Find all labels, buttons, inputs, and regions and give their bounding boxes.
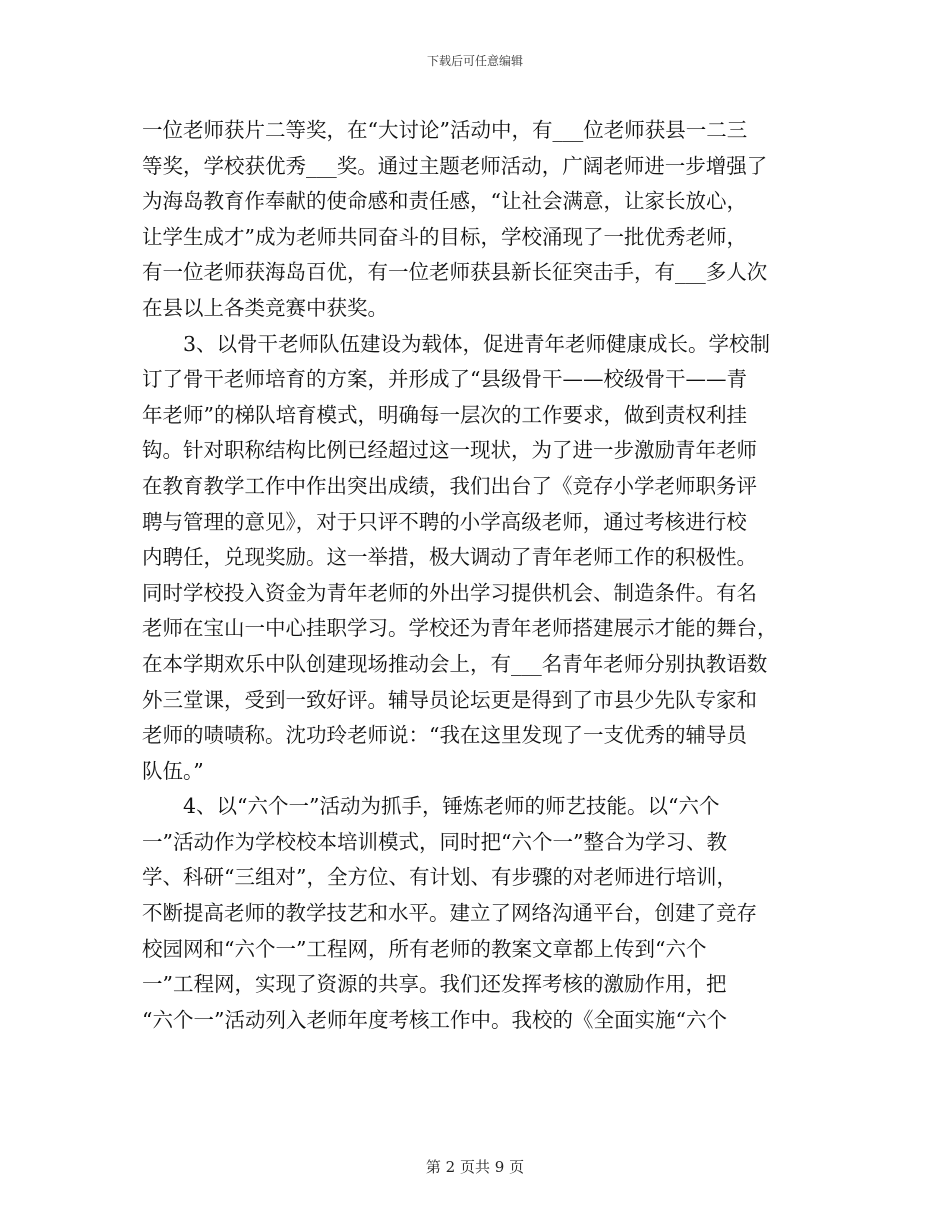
text-line: 在县以上各类竞赛中获奖。 <box>142 295 388 320</box>
text-line: 为海岛教育作奉献的使命感和责任感，“让社会满意，让家长放心， <box>142 189 747 214</box>
text-line: 一”活动作为学校校本培训模式，同时把“六个一”整合为学习、教 <box>142 829 727 854</box>
text-line: 在本学期欢乐中队创建现场推动会上，有___名青年老师分别执教语数 <box>142 651 768 676</box>
page-header: 下载后可任意编辑 <box>426 54 523 68</box>
text-line: 外三堂课，受到一致好评。辅导员论坛更是得到了市县少先队专家和 <box>142 687 757 712</box>
document-body <box>142 113 812 1038</box>
text-line: 一位老师获片二等奖，在“大讨论”活动中，有___位老师获县一二三 <box>142 118 748 142</box>
text-line: 不断提高老师的教学技艺和水平。建立了网络沟通平台，创建了竞存 <box>142 901 757 926</box>
text-line: 等奖，学校获优秀___奖。通过主题老师活动，广阔老师进一步增强了 <box>142 153 768 178</box>
text-line: 同时学校投入资金为青年老师的外出学习提供机会、制造条件。有名 <box>142 580 757 605</box>
text-line: “六个一”活动列入老师年度考核工作中。我校的《全面实施“六个 <box>142 1007 727 1032</box>
text-line: 队伍。” <box>142 758 204 783</box>
text-line: 年老师”的梯队培育模式，明确每一层次的工作要求，做到责权利挂 <box>142 402 747 427</box>
text-line: 校园网和“六个一”工程网，所有老师的教案文章都上传到“六个 <box>142 936 707 961</box>
text-line: 学、科研“三组对”，全方位、有计划、有步骤的对老师进行培训， <box>142 865 737 890</box>
text-line: 内聘任，兑现奖励。这一举措，极大调动了青年老师工作的积极性。 <box>142 545 757 570</box>
text-line: 在教育教学工作中作出突出成绩，我们出台了《竞存小学老师职务评 <box>142 473 757 498</box>
text-line: 一”工程网，实现了资源的共享。我们还发挥考核的激励作用，把 <box>142 972 727 997</box>
text-line: 老师的啧啧称。沈功玲老师说：“我在这里发现了一支优秀的辅导员 <box>142 723 747 748</box>
text-line: 让学生成才”成为老师共同奋斗的目标，学校涌现了一批优秀老师， <box>142 224 747 249</box>
text-line: 老师在宝山一中心挂职学习。学校还为青年老师搭建展示才能的舞台， <box>142 616 778 641</box>
text-line: 4、以“六个一”活动为抓手，锤炼老师的师艺技能。以“六个 <box>142 794 720 819</box>
page-footer: 第 2 页共 9 页 <box>425 1158 525 1176</box>
text-line: 有一位老师获海岛百优，有一位老师获县新长征突击手，有___多人次 <box>142 260 768 285</box>
text-line: 聘与管理的意见》，对于只评不聘的小学高级老师，通过考核进行校 <box>142 509 747 534</box>
text-line: 订了骨干老师培育的方案，并形成了“县级骨干——校级骨干——青 <box>142 367 747 392</box>
text-line: 3、以骨干老师队伍建设为载体，促进青年老师健康成长。学校制 <box>142 331 771 356</box>
text-line: 钩。针对职称结构比例已经超过这一现状，为了进一步激励青年老师 <box>142 438 757 463</box>
